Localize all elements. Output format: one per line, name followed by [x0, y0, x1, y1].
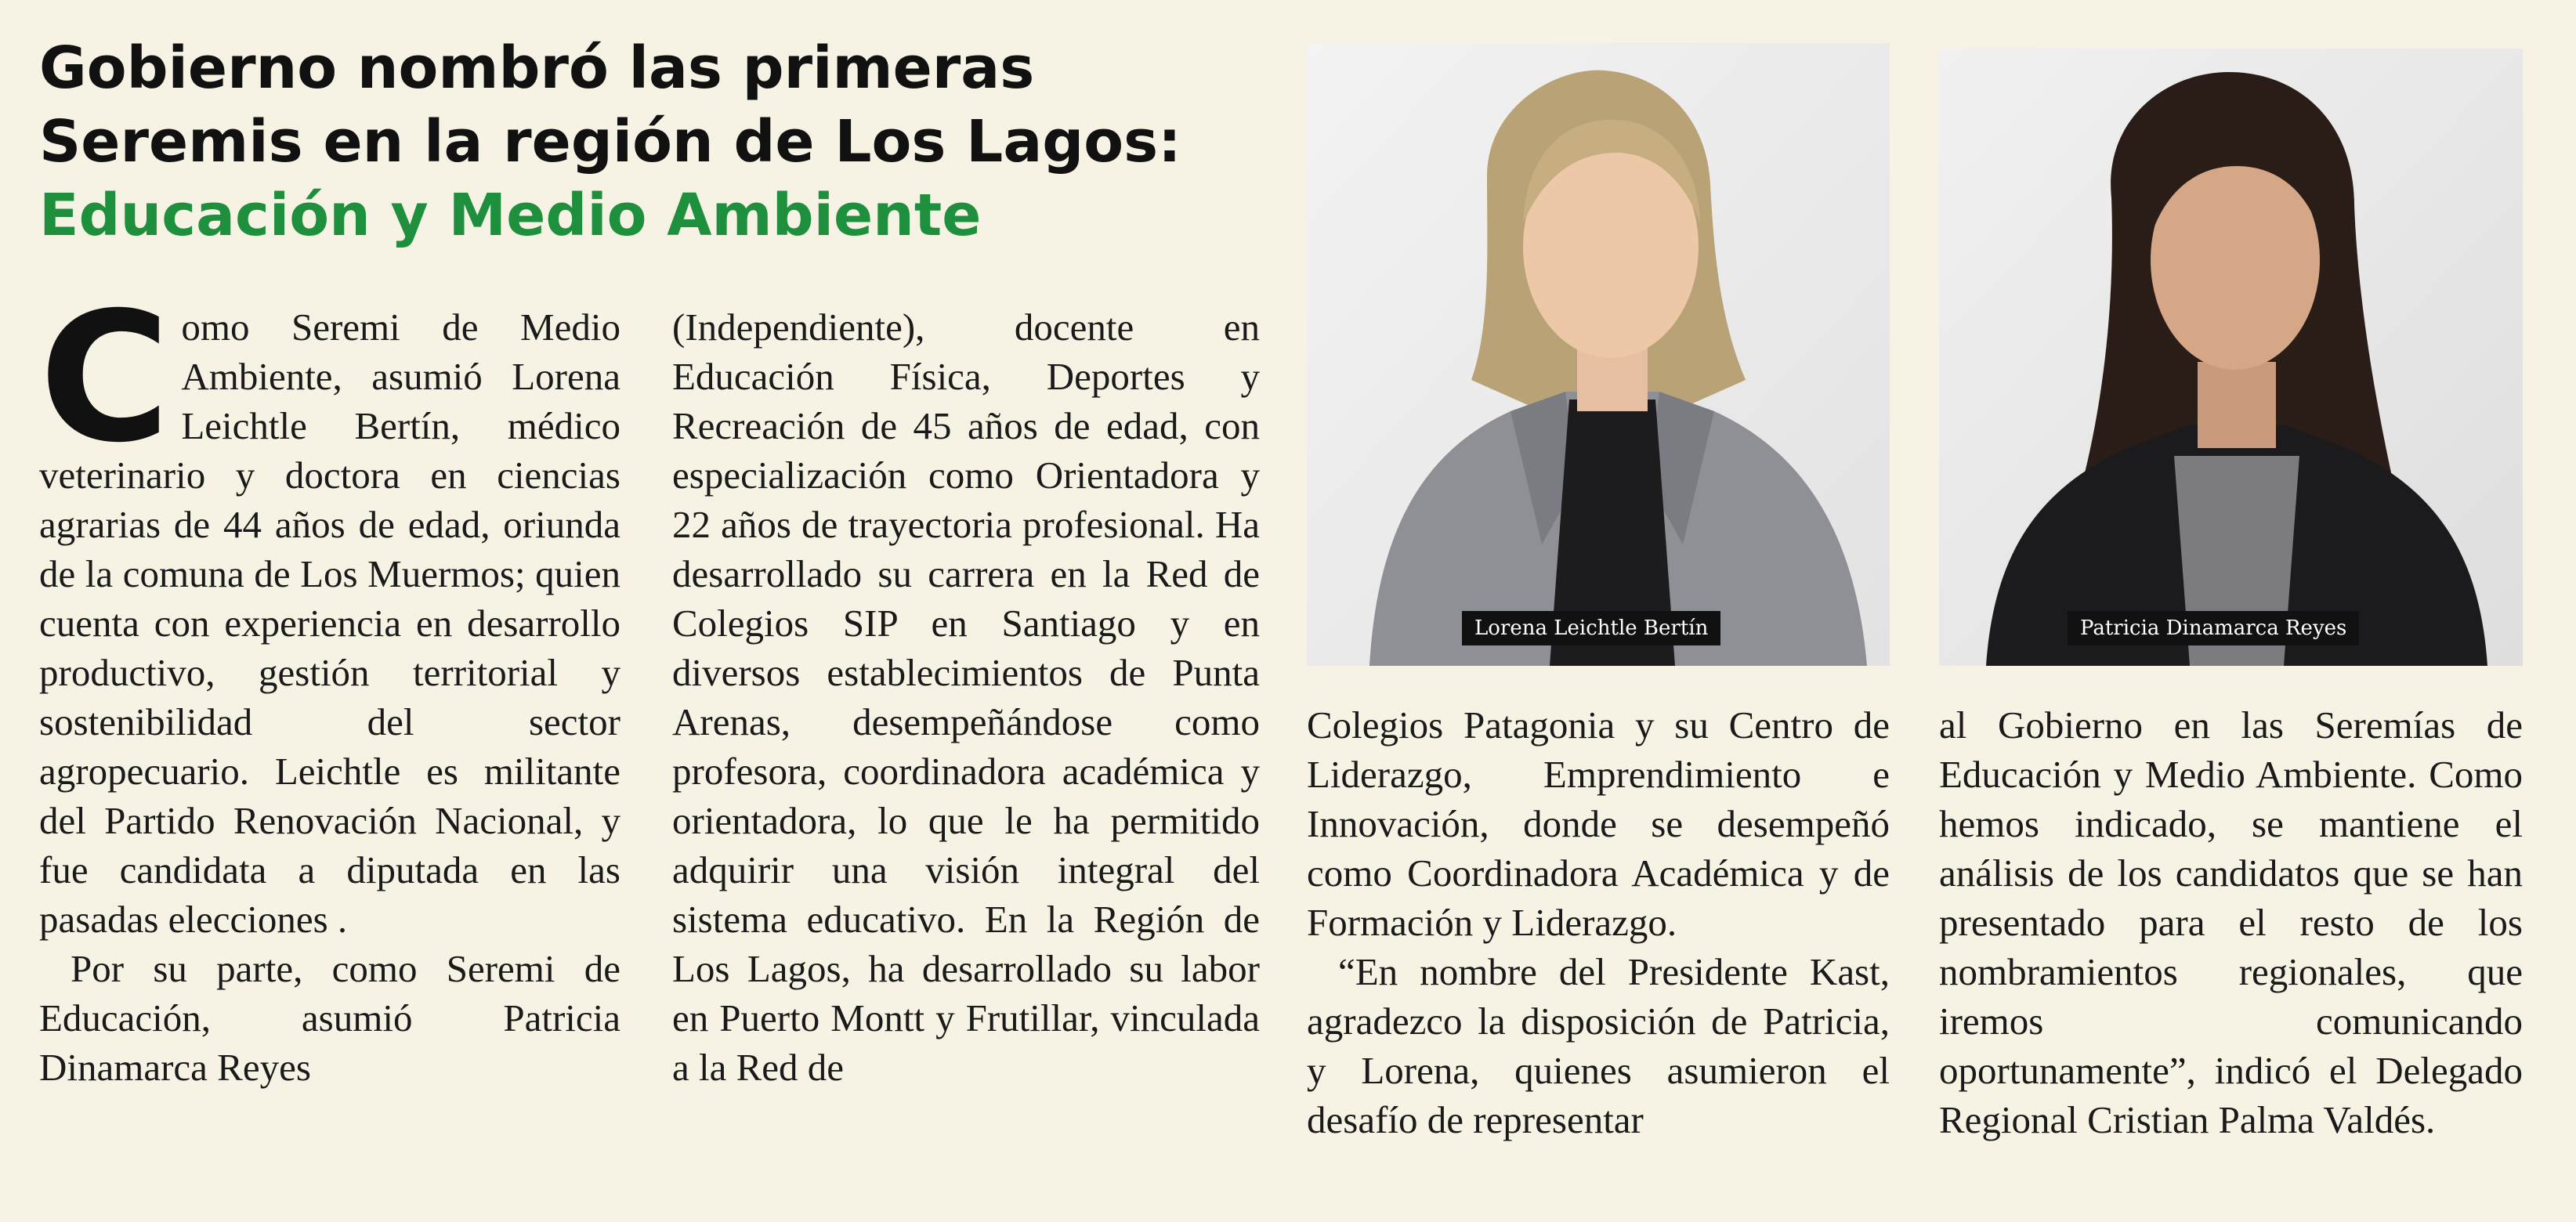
article-column-4 [1939, 700, 2523, 1144]
article-column-1 [39, 273, 620, 1092]
paragraph [39, 273, 620, 944]
headline-line-2: Seremis en la región de Los Lagos: [39, 108, 1181, 175]
photo-lorena-leichtle [1307, 43, 1890, 666]
article-column-3 [1307, 700, 1890, 1144]
portrait-illustration [1939, 49, 2523, 666]
paragraph: al Gobierno en las Seremías de Educación y Medio Ambiente. Como hemos indicado, se mantiene el análisis de los candidatos que se han presentado para el resto de los nombramientos regionales, que iremos comunicando oportunamente”, indicó el Delegado Regional Cristian Palma Valdés. [1939, 703, 2523, 1141]
portrait-illustration [1307, 43, 1890, 666]
headline-line-1: Gobierno nombró las primeras [39, 34, 1035, 102]
photo-patricia-dinamarca [1939, 49, 2523, 666]
photo-caption: Lorena Leichtle Bertín [1462, 611, 1720, 645]
paragraph-text: omo Seremi de Medio Ambiente, asumió Lorena Leichtle Bertín, médico veterinario y doctora en ciencias agrarias de 44 años de edad, oriunda de la comuna de Los Muermos; quien cuenta con experiencia en desarrollo productivo, gestión territorial y sostenibilidad del sector agropecuario. Leichtle es militante del Partido Renovación Nacional, y fue candidata a diputada en las pasadas elecciones . [39, 306, 620, 941]
paragraph: (Independiente), docente en Educación Física, Deportes y Recreación de 45 años de edad, con especialización como Orientadora y 22 años de trayectoria profesional. Ha desarrollado su carrera en la Red de Colegios SIP en Santiago y en diversos establecimientos de Punta Arenas, desempeñándose como profesora, coordinadora académica y orientadora, lo que le ha permitido adquirir una visión integral del sistema educativo. En la Región de Los Lagos, ha desarrollado su labor en Puerto Montt y Frutillar, vinculada a la Red de [672, 306, 1260, 1089]
headline-line-3: Educación y Medio Ambiente [39, 182, 982, 249]
article-column-2 [672, 302, 1260, 1092]
paragraph: Colegios Patagonia y su Centro de Liderazgo, Emprendimiento e Innovación, donde se desempeñó como Coordinadora Académica y de Formación y Liderazgo. [1307, 703, 1890, 944]
article-headline [39, 31, 1277, 252]
paragraph: Por su parte, como Seremi de Educación, asumió Patricia Dinamarca Reyes [39, 947, 620, 1089]
photo-caption: Patricia Dinamarca Reyes [2068, 611, 2359, 645]
drop-cap: C [39, 273, 171, 482]
paragraph: “En nombre del Presidente Kast, agradezco la disposición de Patricia, y Lorena, quienes asumieron el desafío de representar [1307, 950, 1890, 1141]
